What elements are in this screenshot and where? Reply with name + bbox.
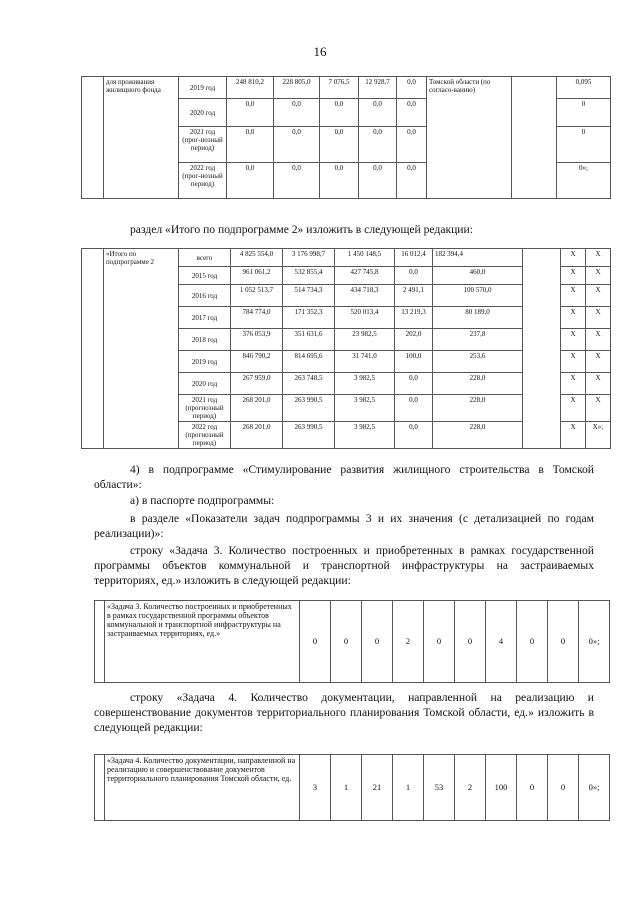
value-cell: 0,0 <box>274 127 320 163</box>
value-cell: 0,0 <box>397 77 427 99</box>
value-cell: 0,0 <box>227 127 274 163</box>
x-cell: X <box>586 395 611 422</box>
x-cell: X <box>561 422 586 449</box>
indicator-value: 2 <box>455 755 486 821</box>
value-cell: 228,0 <box>433 395 523 422</box>
value-cell: 263 990,5 <box>283 395 335 422</box>
value-cell: 814 695,6 <box>283 351 335 373</box>
value-cell: 376 053,9 <box>231 329 283 351</box>
indicator-value: 21 <box>362 755 393 821</box>
year-cell: 2019 год <box>179 351 231 373</box>
indicator-value: 53 <box>424 755 455 821</box>
value-cell: 228,0 <box>433 373 523 395</box>
year-cell: 2021 год (прог-нозный период) <box>179 127 227 163</box>
value-cell: 263 748,5 <box>283 373 335 395</box>
value-cell: 12 928,7 <box>359 77 397 99</box>
x-cell: X <box>586 373 611 395</box>
value-cell: 0,0 <box>227 163 274 199</box>
value-cell: 0,0 <box>320 127 359 163</box>
indicator-value: 0 <box>548 601 579 683</box>
indicator-value: 0 <box>424 601 455 683</box>
value-cell: 228,0 <box>433 422 523 449</box>
indicator-value: 0 <box>557 99 611 127</box>
indicator-value: 1 <box>393 755 424 821</box>
value-cell: 0,0 <box>395 395 433 422</box>
value-cell: 0,0 <box>397 99 427 127</box>
value-cell: 0,0 <box>274 163 320 199</box>
value-cell: 268 201,0 <box>231 422 283 449</box>
year-cell: 2022 год (прогнозный период) <box>179 422 231 449</box>
value-cell: 7 076,5 <box>320 77 359 99</box>
value-cell: 0,0 <box>395 373 433 395</box>
year-cell: 2018 год <box>179 329 231 351</box>
page-number: 16 <box>313 44 327 59</box>
indicator-value: 4 <box>486 601 517 683</box>
value-cell: 16 012,4 <box>395 249 433 267</box>
paragraph-passport: а) в паспорте подпрограммы: <box>130 494 275 507</box>
year-cell: 2015 год <box>179 267 231 285</box>
x-cell: X <box>586 307 611 329</box>
paragraph-section: в разделе «Показатели задач подпрограммы 3 и их значения (с детализацией по годам реализации)»: <box>94 512 594 540</box>
paragraph-task3: строку «Задача 3. Количество построенных и приобретенных в рамках государственной программы объектов коммунальной и транспортной инфраструктуры на застраиваемых территориях, ед.» изложить в следующей редакции: <box>94 544 594 587</box>
indicator-value: 0»; <box>579 601 610 683</box>
x-cell: X <box>586 267 611 285</box>
x-cell: X <box>561 329 586 351</box>
value-cell: 2 491,1 <box>395 285 433 307</box>
indicator-value: 0 <box>548 755 579 821</box>
value-cell: 228 805,0 <box>274 77 320 99</box>
value-cell: 1 450 148,5 <box>335 249 395 267</box>
indicator-value: 0 <box>517 601 548 683</box>
value-cell: 237,8 <box>433 329 523 351</box>
x-cell: X <box>561 249 586 267</box>
indicator-value: 1 <box>331 755 362 821</box>
value-cell: 0,0 <box>397 163 427 199</box>
indicator-value: 0»; <box>579 755 610 821</box>
value-cell: 427 745,8 <box>335 267 395 285</box>
value-cell: 961 061,2 <box>231 267 283 285</box>
x-cell: X <box>561 267 586 285</box>
indicator-value: 0 <box>362 601 393 683</box>
year-cell: 2020 год <box>179 99 227 127</box>
value-cell: 0,0 <box>359 99 397 127</box>
value-cell: 0,0 <box>359 127 397 163</box>
value-cell: 460,0 <box>433 267 523 285</box>
indicator-value: 100 <box>486 755 517 821</box>
x-cell: X <box>586 249 611 267</box>
value-cell: 13 219,3 <box>395 307 433 329</box>
value-cell: 0,0 <box>395 422 433 449</box>
indicator-value: 0 <box>455 601 486 683</box>
value-cell: 434 718,3 <box>335 285 395 307</box>
value-cell: 0,0 <box>320 99 359 127</box>
x-cell: X <box>586 351 611 373</box>
financing-table-continuation <box>81 76 611 199</box>
task3-label: «Задача 3. Количество построенных и приобретенных в рамках государственной программы объектов коммунальной и транспортной инфраструктуры на застраиваемых территориях, ед.» <box>105 601 300 683</box>
value-cell: 0,0 <box>320 163 359 199</box>
table-cell <box>82 249 104 449</box>
value-cell: 100,0 <box>395 351 433 373</box>
value-cell: 520 013,4 <box>335 307 395 329</box>
subprogram-total-table <box>81 248 611 449</box>
value-cell: 0,0 <box>274 99 320 127</box>
value-cell: 3 982,5 <box>335 373 395 395</box>
executor-note: Томской области (по согласо-ванию) <box>427 77 512 199</box>
paragraph-subprogram: 4) в подпрограмме «Стимулирование развития жилищного строительства в Томской области»: <box>94 463 594 491</box>
indicator-value: 0 <box>300 601 331 683</box>
value-cell: 267 959,0 <box>231 373 283 395</box>
section-instruction: раздел «Итого по подпрограмме 2» изложить в следующей редакции: <box>130 223 473 236</box>
value-cell: 532 855,4 <box>283 267 335 285</box>
table-cell <box>82 77 104 199</box>
indicator-value: 0 <box>517 755 548 821</box>
year-cell: всего <box>179 249 231 267</box>
measure-description: для проживания жилищного фонда <box>104 77 179 199</box>
x-cell: X <box>561 351 586 373</box>
value-cell: 0,0 <box>359 163 397 199</box>
total-label: «Итого по подпрограмме 2 <box>104 249 179 449</box>
year-cell: 2019 год <box>179 77 227 99</box>
table-cell <box>95 601 105 683</box>
table-cell <box>512 77 557 199</box>
value-cell: 202,0 <box>395 329 433 351</box>
x-cell: X <box>561 285 586 307</box>
value-cell: 31 741,0 <box>335 351 395 373</box>
year-cell: 2016 год <box>179 285 231 307</box>
value-cell: 3 176 998,7 <box>283 249 335 267</box>
value-cell: 784 774,0 <box>231 307 283 329</box>
value-cell: 0,0 <box>227 99 274 127</box>
x-cell: X <box>586 285 611 307</box>
x-cell: X <box>586 329 611 351</box>
value-cell: 3 982,5 <box>335 422 395 449</box>
year-cell: 2022 год (прог-нозный период) <box>179 163 227 199</box>
indicator-value: 0 <box>557 127 611 163</box>
value-cell: 263 990,5 <box>283 422 335 449</box>
value-cell: 0,0 <box>397 127 427 163</box>
value-cell: 248 810,2 <box>227 77 274 99</box>
x-cell: X <box>561 373 586 395</box>
x-cell: X <box>561 307 586 329</box>
value-cell: 514 734,3 <box>283 285 335 307</box>
value-cell: 268 201,0 <box>231 395 283 422</box>
value-cell: 846 790,2 <box>231 351 283 373</box>
x-cell: X»; <box>586 422 611 449</box>
value-cell: 171 352,3 <box>283 307 335 329</box>
indicator-value: 0 <box>331 601 362 683</box>
value-cell: 351 631,6 <box>283 329 335 351</box>
value-cell: 0,0 <box>395 267 433 285</box>
table-cell <box>523 249 561 449</box>
value-cell: 3 982,5 <box>335 395 395 422</box>
indicator-value: 0»; <box>557 163 611 199</box>
value-cell: 253,6 <box>433 351 523 373</box>
value-cell: 100 570,0 <box>433 285 523 307</box>
task4-indicator-table <box>94 754 610 821</box>
value-cell: 80 189,0 <box>433 307 523 329</box>
year-cell: 2020 год <box>179 373 231 395</box>
indicator-value: 3 <box>300 755 331 821</box>
indicator-value: 2 <box>393 601 424 683</box>
value-cell: 182 394,4 <box>433 249 523 267</box>
value-cell: 23 982,5 <box>335 329 395 351</box>
x-cell: X <box>561 395 586 422</box>
year-cell: 2017 год <box>179 307 231 329</box>
task4-label: «Задача 4. Количество документации, направленной на реализацию и совершенствование документов территориального планирования Томской области, ед. <box>105 755 300 821</box>
task3-indicator-table <box>94 600 610 683</box>
year-cell: 2021 год (прогнозный период) <box>179 395 231 422</box>
value-cell: 1 052 513,7 <box>231 285 283 307</box>
table-cell <box>95 755 105 821</box>
indicator-value: 0,095 <box>557 77 611 99</box>
paragraph-task4: строку «Задача 4. Количество документации, направленной на реализацию и совершенствование документов территориального планирования Томской области, ед.» изложить в следующей редакции: <box>94 691 594 734</box>
value-cell: 4 825 554,0 <box>231 249 283 267</box>
